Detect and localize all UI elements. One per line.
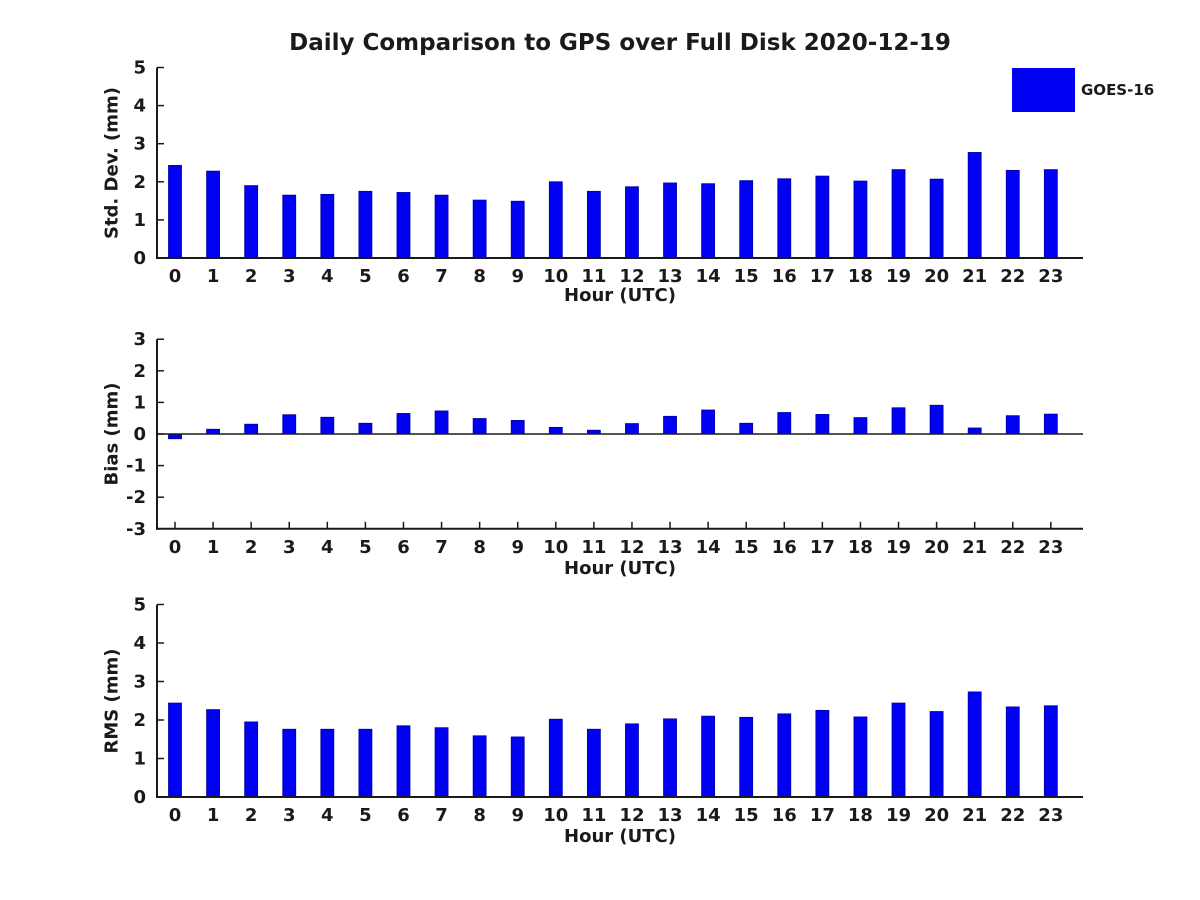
y-tick-label: 1: [133, 748, 146, 770]
y-tick-label: -2: [126, 487, 146, 509]
x-tick-label: 9: [511, 266, 524, 287]
x-tick-label: 2: [244, 805, 258, 826]
bar-rms-hour-9: [511, 737, 524, 797]
x-tick-label: 1: [206, 266, 220, 287]
ylabel-std-dev: Std. Dev. (mm): [101, 86, 123, 240]
bar-std_dev-hour-5: [359, 191, 372, 258]
x-tick-label: 0: [168, 805, 182, 826]
x-tick-label: 16: [771, 536, 797, 558]
x-tick-label: 11: [581, 536, 607, 558]
bar-rms-hour-19: [892, 703, 905, 797]
x-tick-label: 2: [244, 536, 258, 558]
bar-bias-hour-5: [359, 423, 372, 434]
bar-std_dev-hour-22: [1006, 170, 1019, 258]
bar-std_dev-hour-16: [778, 179, 791, 258]
x-tick-label: 7: [435, 536, 448, 558]
bar-rms-hour-21: [968, 692, 981, 797]
bar-rms-hour-20: [930, 712, 943, 797]
x-tick-label: 6: [397, 805, 410, 826]
x-tick-label: 14: [695, 805, 721, 826]
bar-rms-hour-17: [816, 710, 829, 797]
bar-rms-hour-11: [587, 729, 600, 797]
y-tick-label: 2: [133, 710, 146, 731]
y-tick-label: 2: [133, 360, 146, 382]
x-tick-label: 2: [244, 266, 258, 287]
bar-bias-hour-21: [968, 428, 981, 434]
x-tick-label: 14: [695, 536, 721, 558]
x-tick-label: 5: [359, 536, 372, 558]
x-tick-label: 19: [885, 266, 912, 287]
x-tick-label: 14: [695, 266, 721, 287]
x-tick-label: 5: [359, 266, 372, 287]
x-tick-label: 12: [619, 536, 645, 558]
bar-bias-hour-20: [930, 405, 943, 434]
y-tick-label: 2: [133, 171, 146, 193]
bar-bias-hour-16: [778, 413, 791, 434]
bar-std_dev-hour-19: [892, 170, 905, 258]
bar-rms-hour-10: [549, 719, 562, 797]
x-tick-label: 8: [473, 536, 486, 558]
x-tick-label: 22: [1000, 266, 1026, 287]
legend-series-label: GOES-16: [1081, 81, 1155, 99]
x-tick-label: 22: [1000, 536, 1026, 558]
chart-title: Daily Comparison to GPS over Full Disk 2020-12-19: [289, 30, 951, 56]
bar-bias-hour-2: [245, 424, 258, 434]
bar-std_dev-hour-23: [1044, 170, 1057, 258]
x-tick-label: 4: [321, 536, 334, 558]
bar-std_dev-hour-18: [854, 181, 867, 258]
x-tick-label: 10: [543, 266, 569, 287]
x-tick-label: 13: [657, 536, 683, 558]
bar-rms-hour-13: [664, 719, 677, 797]
bar-bias-hour-8: [473, 419, 486, 434]
bar-bias-hour-4: [321, 417, 334, 434]
xlabel-panel-3: Hour (UTC): [564, 826, 676, 847]
bar-rms-hour-23: [1044, 706, 1057, 797]
x-tick-label: 18: [847, 805, 873, 826]
bar-rms-hour-16: [778, 714, 791, 797]
x-tick-label: 19: [885, 536, 912, 558]
x-tick-label: 20: [924, 805, 950, 826]
x-tick-label: 6: [397, 536, 410, 558]
bar-rms-hour-2: [245, 722, 258, 797]
bar-std_dev-hour-20: [930, 179, 943, 258]
x-tick-label: 21: [962, 266, 988, 287]
x-tick-label: 23: [1038, 805, 1064, 826]
x-tick-label: 18: [847, 266, 873, 287]
x-tick-label: 3: [282, 536, 296, 558]
x-tick-label: 21: [962, 536, 988, 558]
bar-bias-hour-12: [625, 424, 638, 434]
x-tick-label: 1: [206, 805, 220, 826]
bar-std_dev-hour-4: [321, 194, 334, 258]
y-tick-label: 0: [133, 787, 146, 808]
x-tick-label: 19: [885, 805, 912, 826]
x-tick-label: 11: [581, 805, 607, 826]
x-tick-label: 15: [733, 536, 759, 558]
y-tick-label: 0: [133, 248, 146, 269]
y-tick-label: 3: [133, 671, 146, 693]
x-tick-label: 1: [206, 536, 220, 558]
bar-bias-hour-17: [816, 414, 829, 434]
bar-rms-hour-4: [321, 729, 334, 797]
x-tick-label: 15: [733, 805, 759, 826]
x-tick-label: 22: [1000, 805, 1026, 826]
x-tick-label: 13: [657, 805, 683, 826]
x-tick-label: 12: [619, 266, 645, 287]
bar-bias-hour-19: [892, 408, 905, 434]
bar-std_dev-hour-17: [816, 176, 829, 258]
y-tick-label: 5: [133, 594, 146, 616]
x-tick-label: 0: [168, 536, 182, 558]
bar-rms-hour-18: [854, 717, 867, 797]
bar-bias-hour-7: [435, 411, 448, 434]
bar-std_dev-hour-1: [207, 171, 220, 258]
bar-std_dev-hour-2: [245, 186, 258, 258]
ylabel-bias: Bias (mm): [101, 382, 123, 486]
y-tick-label: 1: [133, 392, 146, 414]
bar-rms-hour-12: [625, 724, 638, 797]
y-tick-label: 1: [133, 209, 146, 231]
x-tick-label: 10: [543, 805, 569, 826]
y-tick-label: 5: [133, 57, 146, 79]
x-tick-label: 10: [543, 536, 569, 558]
y-tick-label: 4: [133, 633, 146, 654]
x-tick-label: 11: [581, 266, 607, 287]
x-tick-label: 16: [771, 805, 797, 826]
bar-rms-hour-22: [1006, 707, 1019, 797]
x-tick-label: 16: [771, 266, 797, 287]
bar-bias-hour-18: [854, 418, 867, 434]
x-tick-label: 20: [924, 536, 950, 558]
y-tick-label: 4: [133, 95, 146, 117]
bar-std_dev-hour-13: [664, 183, 677, 258]
x-tick-label: 23: [1038, 266, 1064, 287]
bar-std_dev-hour-14: [702, 184, 715, 258]
bar-rms-hour-1: [207, 710, 220, 797]
bar-rms-hour-15: [740, 717, 753, 797]
x-tick-label: 4: [321, 805, 334, 826]
bar-rms-hour-14: [702, 716, 715, 797]
x-tick-label: 7: [435, 805, 448, 826]
x-tick-label: 15: [733, 266, 759, 287]
bar-std_dev-hour-0: [169, 165, 182, 258]
bar-bias-hour-23: [1044, 414, 1057, 434]
x-tick-label: 12: [619, 805, 645, 826]
bar-bias-hour-15: [740, 423, 753, 434]
x-tick-label: 3: [282, 805, 296, 826]
bar-bias-hour-6: [397, 413, 410, 434]
x-tick-label: 0: [168, 266, 182, 287]
x-tick-label: 20: [924, 266, 950, 287]
x-tick-label: 17: [809, 805, 835, 826]
bar-std_dev-hour-10: [549, 182, 562, 258]
xlabel-panel-2: Hour (UTC): [564, 558, 676, 579]
bar-std_dev-hour-7: [435, 195, 448, 258]
x-tick-label: 7: [435, 266, 448, 287]
x-tick-label: 8: [473, 805, 486, 826]
x-tick-label: 8: [473, 266, 486, 287]
x-tick-label: 23: [1038, 536, 1064, 558]
bar-std_dev-hour-3: [283, 195, 296, 258]
bar-bias-hour-9: [511, 420, 524, 434]
x-tick-label: 4: [321, 266, 334, 287]
x-tick-label: 13: [657, 266, 683, 287]
bar-bias-hour-3: [283, 415, 296, 434]
x-tick-label: 9: [511, 536, 524, 558]
y-tick-label: 3: [133, 133, 146, 155]
x-tick-label: 17: [809, 536, 835, 558]
bar-std_dev-hour-6: [397, 192, 410, 258]
bar-std_dev-hour-21: [968, 152, 981, 258]
ylabel-rms: RMS (mm): [101, 648, 123, 754]
y-tick-label: 3: [133, 329, 146, 351]
bar-rms-hour-5: [359, 729, 372, 797]
x-tick-label: 5: [359, 805, 372, 826]
bar-std_dev-hour-9: [511, 201, 524, 258]
bar-bias-hour-14: [702, 410, 715, 434]
bar-bias-hour-13: [664, 416, 677, 434]
bar-rms-hour-8: [473, 736, 486, 797]
y-tick-label: 0: [133, 424, 146, 445]
bar-bias-hour-22: [1006, 416, 1019, 434]
y-tick-label: -1: [126, 455, 146, 477]
y-tick-label: -3: [126, 518, 146, 540]
bar-std_dev-hour-11: [587, 191, 600, 258]
x-tick-label: 21: [962, 805, 988, 826]
bar-bias-hour-10: [549, 427, 562, 434]
x-tick-label: 17: [809, 266, 835, 287]
x-tick-label: 3: [282, 266, 296, 287]
bar-rms-hour-6: [397, 726, 410, 797]
xlabel-panel-1: Hour (UTC): [564, 285, 676, 306]
bar-std_dev-hour-12: [625, 187, 638, 258]
bar-rms-hour-0: [169, 703, 182, 797]
bar-rms-hour-7: [435, 728, 448, 797]
x-tick-label: 9: [511, 805, 524, 826]
bar-rms-hour-3: [283, 729, 296, 797]
x-tick-label: 6: [397, 266, 410, 287]
bar-std_dev-hour-15: [740, 181, 753, 258]
bar-std_dev-hour-8: [473, 200, 486, 258]
x-tick-label: 18: [847, 536, 873, 558]
